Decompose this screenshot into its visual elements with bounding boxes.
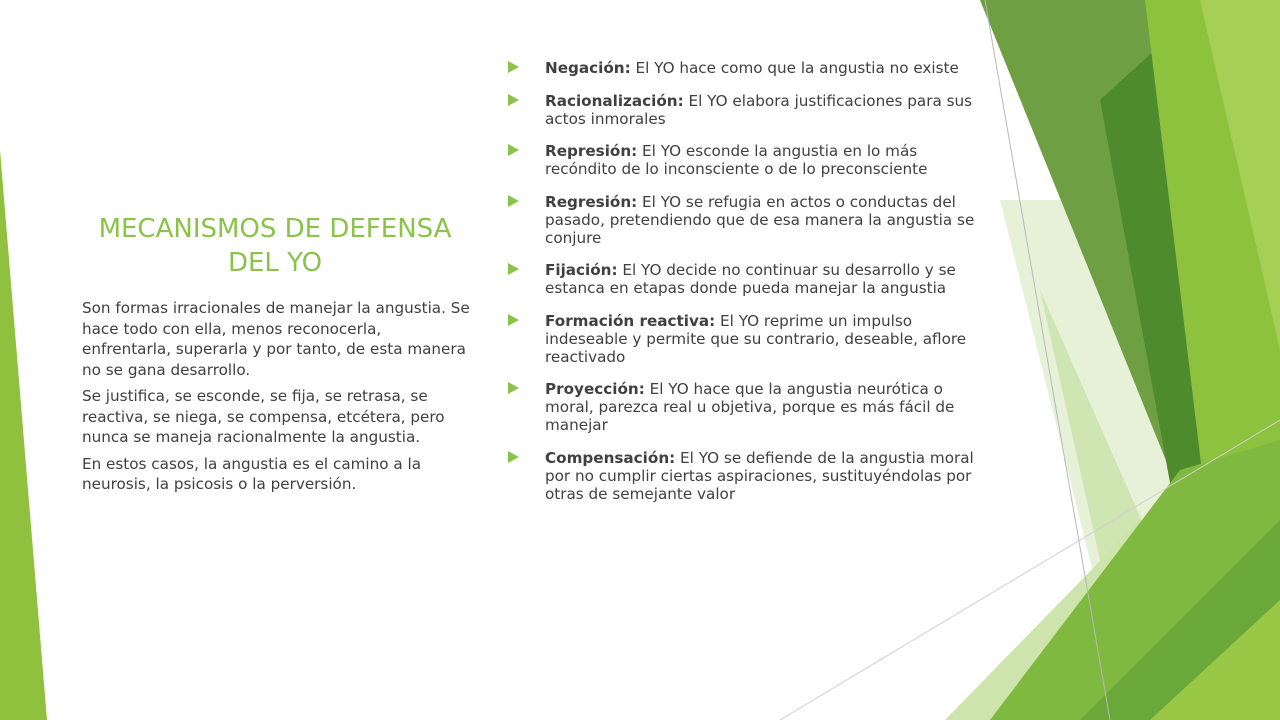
list-item [508, 261, 978, 297]
arrow-bullet-icon [508, 195, 519, 207]
mechanism-description: El YO hace que la angustia neurótica o moral, parezca real u objetiva, porque es más fácil de manejar [545, 380, 955, 434]
mechanism-description: El YO esconde la angustia en lo más recóndito de lo inconsciente o de lo preconsciente [545, 142, 928, 178]
paragraph: Se justifica, se esconde, se fija, se retrasa, se reactiva, se niega, se compensa, etcétera, pero nunca se maneja racionalmente la angustia. [82, 387, 445, 446]
mechanism-description: El YO reprime un impulso indeseable y permite que su contrario, deseable, aflore reactivado [545, 311, 967, 366]
mechanism-term: Compensación: [545, 448, 676, 467]
list-item [508, 142, 978, 178]
mechanism-term: Regresión: [545, 192, 638, 211]
left-green-shape [0, 150, 47, 720]
mechanism-description: El YO elabora justificaciones para sus actos inmorales [545, 91, 973, 128]
mechanism-term: Represión: [545, 142, 638, 160]
arrow-bullet-icon [508, 263, 519, 275]
defense-mechanisms-list [508, 59, 978, 517]
list-item [508, 449, 978, 503]
mechanism-description: El YO decide no continuar su desarrollo y se estanca en etapas donde pueda manejar la angustia [545, 261, 956, 297]
mechanism-description: El YO se refugia en actos o conductas del pasado, pretendiendo que de esa manera la angustia se conjure [545, 192, 975, 247]
list-item [508, 193, 978, 247]
list-item [508, 59, 978, 77]
arrow-bullet-icon [508, 144, 519, 156]
arrow-bullet-icon [508, 94, 519, 106]
arrow-bullet-icon [508, 451, 519, 463]
arrow-bullet-icon [508, 61, 519, 73]
mechanism-term: Formación reactiva: [545, 311, 716, 330]
list-item [508, 380, 978, 434]
mechanism-term: Proyección: [545, 380, 645, 398]
mechanism-term: Fijación: [545, 261, 618, 279]
arrow-bullet-icon [508, 382, 519, 394]
paragraph: En estos casos, la angustia es el camino a la neurosis, la psicosis o la perversión. [82, 454, 422, 493]
arrow-bullet-icon [508, 314, 519, 326]
list-item [508, 312, 978, 366]
mechanism-description: El YO hace como que la angustia no existe [630, 59, 959, 77]
paragraph: Son formas irracionales de manejar la angustia. Se hace todo con ella, menos reconocerla, enfrentarla, superarla y por tanto, de esta manera no se gana desarrollo. [82, 299, 470, 379]
mechanism-term: Racionalización: [545, 91, 684, 110]
mechanism-term: Negación: [545, 59, 631, 77]
slide-title: MECANISMOS DE DEFENSA DEL YO [98, 214, 452, 278]
list-item [508, 92, 978, 128]
intro-text [82, 298, 472, 501]
mechanism-description: El YO se defiende de la angustia moral por no cumplir ciertas aspiraciones, sustituyéndolas por otras de semejante valor [545, 448, 974, 503]
